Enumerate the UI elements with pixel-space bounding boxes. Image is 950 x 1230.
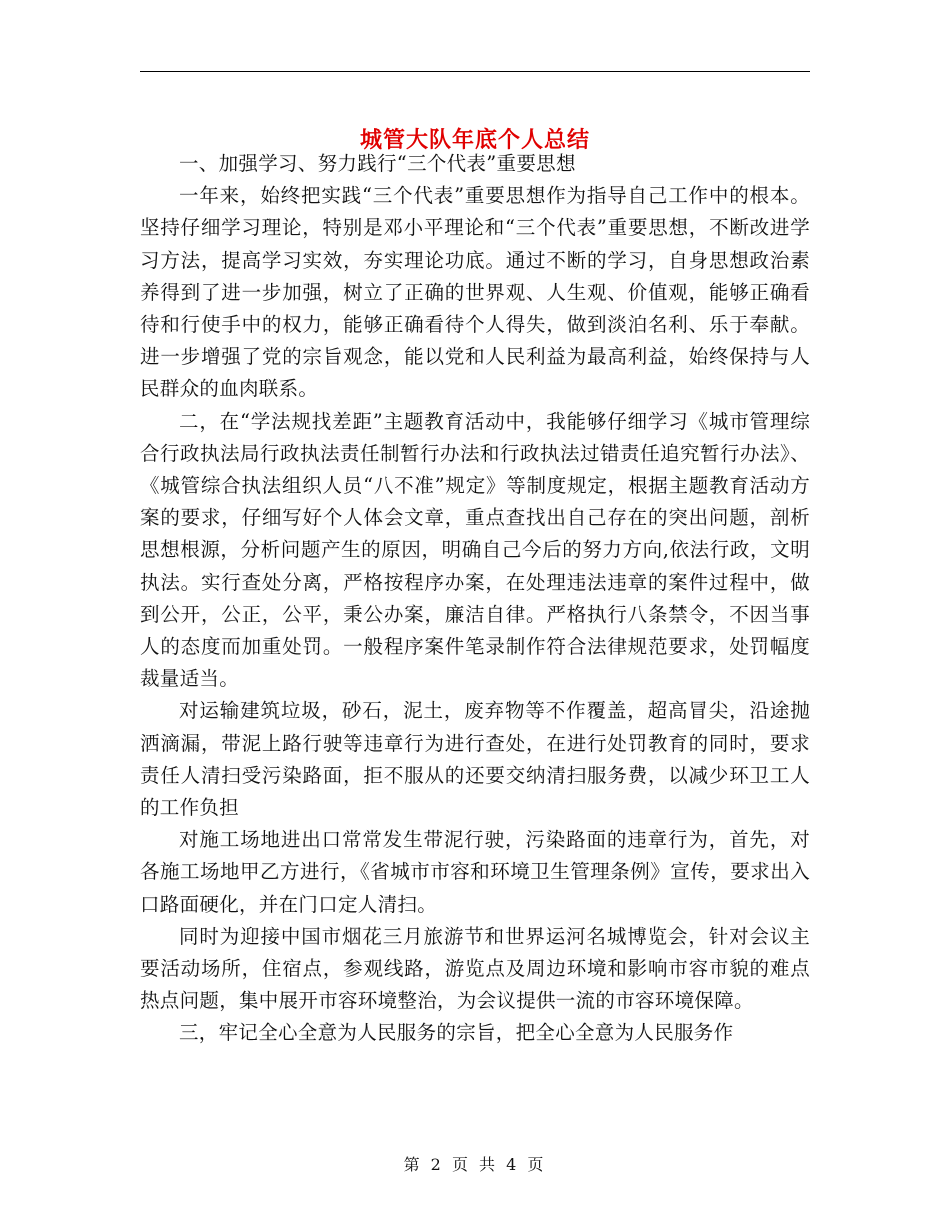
document-title: 城管大队年底个人总结 bbox=[359, 126, 590, 153]
paragraph-construction-sites: 对施工场地进出口常常发生带泥行驶，污染路面的违章行为，首先，对各施工场地甲乙方进行，《省城市市容和环境卫生管理条例》宣传，要求出入口路面硬化，并在门口定人清扫。 bbox=[140, 828, 810, 916]
page-number-footer: 第 2 页 共 4 页 bbox=[403, 1155, 547, 1174]
paragraph-study-summary: 一年来，始终把实践“三个代表”重要思想作为指导自己工作中的根本。坚持仔细学习理论，特别是邓小平理论和“三个代表”重要思想，不断改进学习方法，提高学习实效，夯实理论功底。通过不断的学习，自身思想政治素养得到了进一步加强，树立了正确的世界观、人生观、价值观，能够正确看待和行使手中的权力，能够正确看待个人得失，做到淡泊名利、乐于奉献。进一步增强了党的宗旨观念，能以党和人民利益为最高利益，始终保持与人民群众的血肉联系。 bbox=[140, 184, 810, 401]
section-heading-study: 一、加强学习、努力践行“三个代表”重要思想 bbox=[179, 152, 576, 175]
paragraph-event-preparation: 同时为迎接中国市烟花三月旅游节和世界运河名城博览会，针对会议主要活动场所，住宿点，参观线路，游览点及周边环境和影响市容市貌的难点热点问题，集中展开市容环境整治，为会议提供一流的市容环境保障。 bbox=[140, 924, 810, 1013]
paragraph-transport-enforcement: 对运输建筑垃圾，砂石，泥土，废弃物等不作覆盖，超高冒尖，沿途抛洒滴漏，带泥上路行驶等违章行为进行查处，在进行处罚教育的同时，要求责任人清扫受污染路面，拒不服从的还要交纳清扫服务费，以减少环卫工人的工作负担 bbox=[140, 699, 810, 820]
header-rule bbox=[140, 71, 810, 72]
paragraph-service-purpose: 三，牢记全心全意为人民服务的宗旨，把全心全意为人民服务作 bbox=[179, 1021, 734, 1045]
paragraph-education-activity: 二，在“学法规找差距”主题教育活动中，我能够仔细学习《城市管理综合行政执法局行政执法责任制暂行办法和行政执法过错责任追究暂行办法》、《城管综合执法组织人员“八不准”规定》等制度规定，根据主题教育活动方案的要求，仔细写好个人体会文章，重点查找出自己存在的突出问题，剖析思想根源，分析问题产生的原因，明确自己今后的努力方向,依法行政，文明执法。实行查处分离，严格按程序办案，在处理违法违章的案件过程中，做到公开，公正，公平，秉公办案，廉洁自律。严格执行八条禁令，不因当事人的态度而加重处罚。一般程序案件笔录制作符合法律规范要求，处罚幅度裁量适当。 bbox=[140, 409, 810, 691]
document-body bbox=[140, 148, 810, 1050]
